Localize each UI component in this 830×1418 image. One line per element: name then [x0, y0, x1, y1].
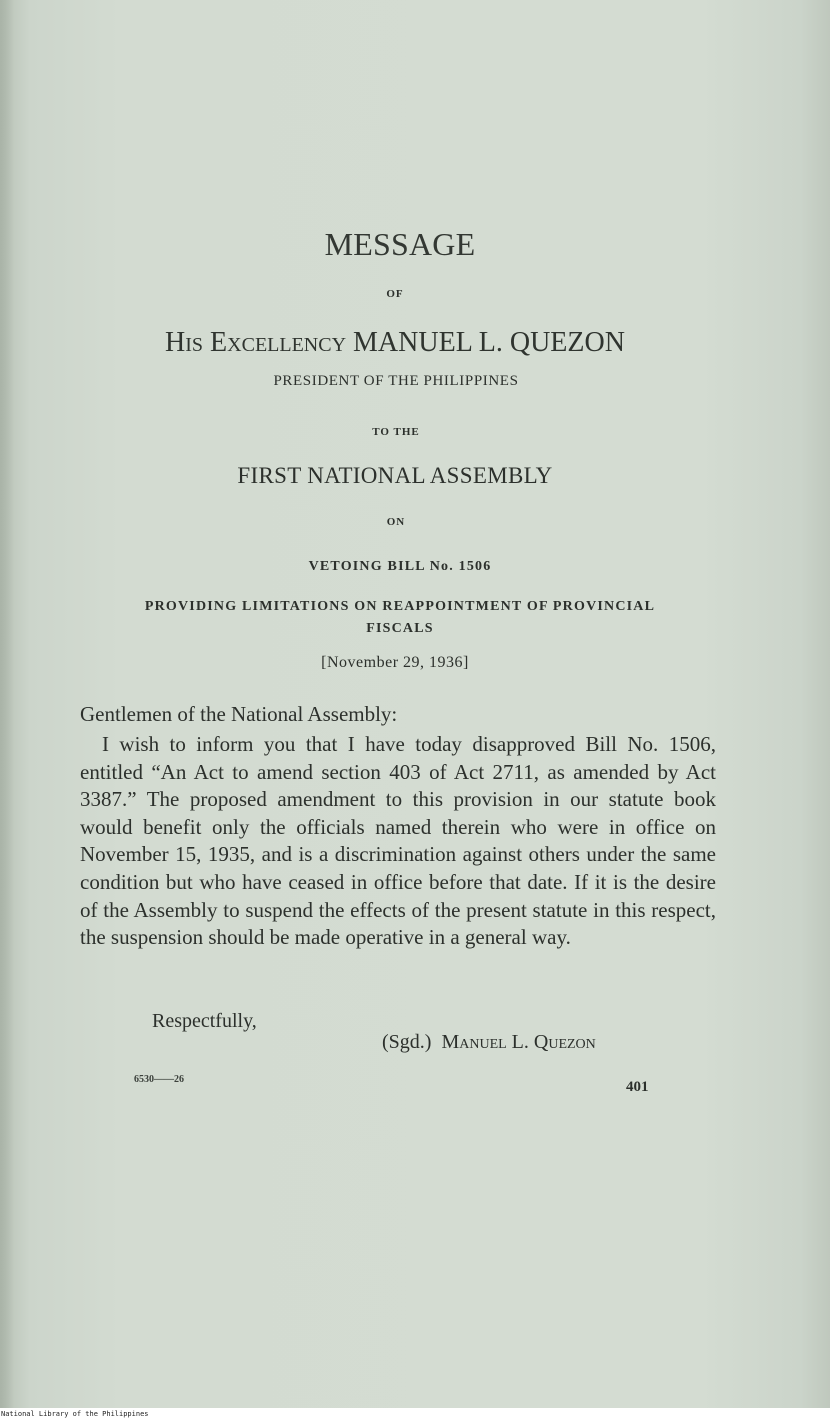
honorific: His Excellency — [165, 327, 347, 358]
signer-name: Manuel L. Quezon — [441, 1031, 596, 1053]
addressee-line — [0, 327, 790, 359]
on-label: ON — [386, 516, 406, 528]
message-date: [November 29, 1936] — [321, 654, 469, 671]
of-label: OF — [386, 288, 404, 300]
print-code: 6530——26 — [134, 1074, 184, 1085]
to-the-label: TO THE — [372, 426, 420, 438]
president-name: MANUEL L. QUEZON — [353, 327, 625, 358]
message-body: I wish to inform you that I have today disapproved Bill No. 1506, entitled “An Act to amend section 403 of Act 2711, as amended by Act 3387.” The proposed amendment to this provision in our statute book would benefit only the officials named therein who were in office on November 15, 1935, and is a discrimination against others under the same condition but who have ceased in office before that date. If it is the desire of the Assembly to suspend the effects of the present statute in this respect, the suspension should be made operative in a general way. — [80, 732, 716, 950]
assembly-name: FIRST NATIONAL ASSEMBLY — [237, 463, 553, 488]
page-edge-shadow — [0, 0, 14, 1408]
salutation: Gentlemen of the National Assembly: — [80, 702, 398, 726]
signature-line — [382, 1031, 596, 1054]
signed-marker: (Sgd.) — [382, 1031, 432, 1053]
message-title: MESSAGE — [324, 226, 476, 262]
president-title: PRESIDENT OF THE PHILIPPINES — [273, 373, 519, 389]
closing: Respectfully, — [152, 1010, 257, 1032]
page-number: 401 — [626, 1079, 649, 1095]
bill-heading: VETOING BILL No. 1506 — [308, 559, 492, 574]
library-credit: National Library of the Philippines — [1, 1410, 149, 1418]
bill-subject: PROVIDING LIMITATIONS ON REAPPOINTMENT OF PROVINCIAL FISCALS — [144, 599, 656, 636]
